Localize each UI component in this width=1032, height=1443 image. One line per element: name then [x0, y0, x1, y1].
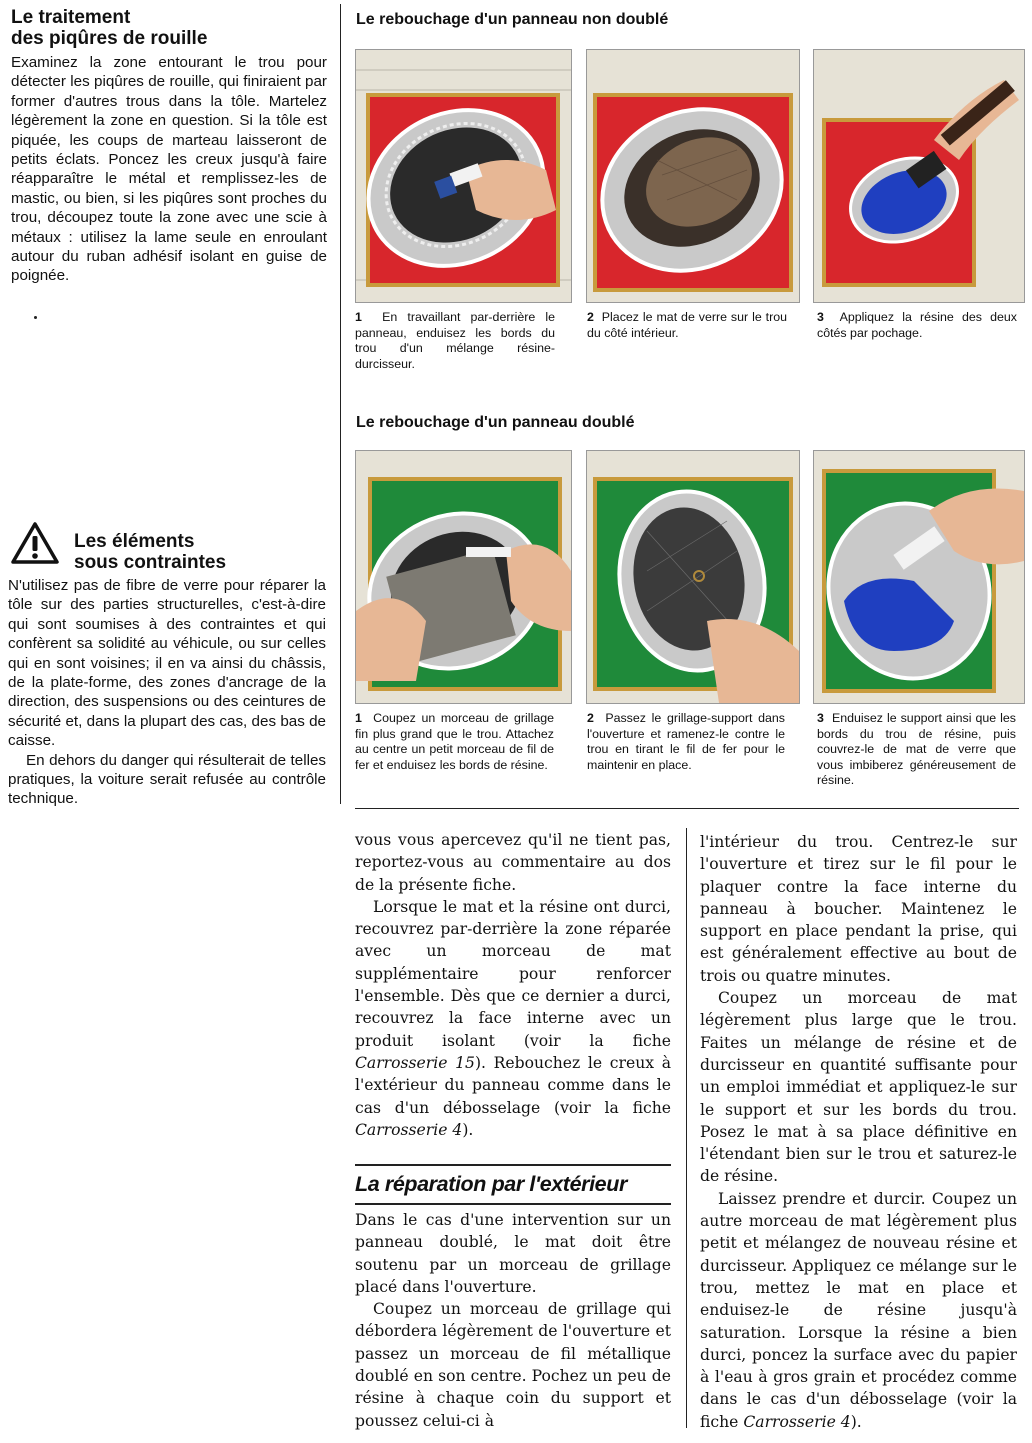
reference-link: Carrosserie 15: [355, 1053, 475, 1072]
body-left-paragraph-4: Coupez un morceau de grillage qui débordera légèrement de l'ouverture et passez un morceau de fil métallique doublé en son centre. Pochez un peu de résine à chaque coin du support et poussez celui-ci à: [355, 1300, 671, 1430]
rust-paragraph: Examinez la zone entourant le trou pour détecter les piqûres de rouille, qui finiraient par former d'autres trous dans la tôle. Martelez légèrement la zone en question. Si la tôle est piquée, les coups de marteau laisseront de petits éclats. Poncez les creux jusqu'à faire réapparaître le métal et remplissez-les de mastic, ou bien, si les piqûres sont proches du trou, découpez toute la zone avec une scie à métaux : utilisez la lame seule en enroulant autour du ruban adhésif isolant en guise de poignée.: [11, 54, 327, 285]
body-column-left: [355, 829, 671, 1141]
photo-nondouble-step3: [813, 49, 1025, 303]
body-right-paragraph-1: l'intérieur du trou. Centrez-le sur l'ouverture et tirez sur le fil pour le plaquer contre la face interne du panneau à boucher. Maintenez le support en place pendant la prise, qui est généralement effective au bout de trois ou quatre minutes.: [700, 833, 1017, 985]
rust-body: [11, 53, 327, 286]
text-run: ).: [850, 1412, 862, 1431]
warning-title-line2: sous contraintes: [74, 552, 227, 573]
caption-number: 3: [817, 711, 824, 725]
photo-nondouble-step1: [355, 49, 572, 303]
caption-nondouble-2: [587, 310, 787, 341]
reference-link: Carrosserie 4: [355, 1120, 463, 1139]
body-left-paragraph-1: vous vous apercevez qu'il ne tient pas, reportez-vous au commentaire au dos de la présente fiche.: [355, 831, 671, 894]
body-right-paragraph-3: [700, 1188, 1017, 1433]
warning-triangle-icon: [10, 521, 60, 565]
reference-link: Carrosserie 4: [743, 1412, 851, 1431]
caption-double-2: [587, 711, 785, 773]
photo-nondouble-step2: [586, 49, 800, 303]
extern-repair-heading: La réparation par l'extérieur: [355, 1172, 627, 1196]
warning-title-line1: Les éléments: [74, 531, 195, 552]
text-run: ).: [462, 1120, 474, 1139]
body-column-left-bottom: [355, 1209, 671, 1432]
body-left-paragraph-2: [355, 896, 671, 1141]
warning-paragraph-1: N'utilisez pas de fibre de verre pour réparer la tôle sur des parties structurelles, c'est-à-dire qui sont soumises à des contraintes et qui confèrent sa solidité au véhicule, ou sur celles qui en sont voisines; il en va ainsi du châssis, de la plate-forme, des zones d'ancrage de la direction, des suspensions ou des ceintures de sécurité et, dans la plupart des cas, des bas de caisse.: [8, 577, 326, 750]
caption-number: 1: [355, 310, 362, 324]
text-column-divider: [686, 828, 687, 1428]
body-left-paragraph-3: Dans le cas d'une intervention sur un panneau doublé, le mat doit être soutenu par un morceau de grillage placé dans l'ouverture.: [355, 1211, 671, 1296]
photo-double-step1: [355, 450, 572, 704]
section1-title: Le rebouchage d'un panneau non doublé: [356, 11, 669, 28]
heading-rule-bottom: [355, 1203, 671, 1205]
body-column-right: [700, 831, 1017, 1433]
caption-text: En travaillant par-derrière le panneau, enduisez les bords du trou d'un mélange résine-durcisseur.: [355, 310, 555, 371]
text-run: Lorsque le mat et la résine ont durci, recouvrez par-derrière la zone réparée avec un morceau de mat supplémentaire pour renforcer l'ensemble. Dès que ce dernier a durci, recouvrez la face interne avec un produit isolant (voir la fiche: [355, 897, 671, 1050]
rust-title-line2: des piqûres de rouille: [11, 28, 208, 49]
caption-number: 3: [817, 310, 824, 324]
warning-body: [8, 576, 326, 809]
warning-title: [74, 531, 324, 573]
stray-dot: [34, 316, 37, 319]
rust-title-line1: Le traitement: [11, 7, 131, 28]
caption-nondouble-3: [817, 310, 1017, 341]
section2-title: Le rebouchage d'un panneau doublé: [356, 414, 635, 431]
caption-number: 2: [587, 310, 594, 324]
caption-double-3: [817, 711, 1016, 789]
caption-text: Placez le mat de verre sur le trou du côté intérieur.: [587, 310, 788, 340]
photo-double-step2: [586, 450, 800, 704]
body-right-paragraph-2: Coupez un morceau de mat légèrement plus large que le trou. Faites un mélange de résine et de durcisseur en quantité suffisante pour un emploi immédiat et appliquez-le sur le support et sur les bords du trou. Posez le mat à sa place définitive en l'étendant bien sur le trou et saturez-le de résine.: [700, 989, 1017, 1186]
section-rule: [355, 808, 1019, 809]
caption-double-1: [355, 711, 554, 773]
caption-text: Appliquez la résine des deux côtés par pochage.: [817, 310, 1017, 340]
caption-text: Coupez un morceau de grillage fin plus grand que le trou. Attachez au centre un petit morceau de fil de fer et enduisez les bords de résine.: [355, 711, 554, 772]
column-divider: [340, 4, 341, 804]
text-run: ). Rebouchez le creux à l'extérieur du panneau comme dans le cas d'un débosselage (voir la fiche: [355, 1053, 671, 1117]
caption-nondouble-1: [355, 310, 555, 372]
rust-title: [11, 7, 331, 49]
caption-text: Passez le grillage-support dans l'ouverture et ramenez-le contre le trou en tirant le fil de fer pour le maintenir en place.: [587, 711, 785, 772]
warning-paragraph-2: En dehors du danger qui résulterait de telles pratiques, la voiture serait refusée au contrôle technique.: [8, 751, 326, 808]
heading-rule-top: [355, 1164, 671, 1166]
caption-number: 2: [587, 711, 594, 725]
caption-number: 1: [355, 711, 362, 725]
caption-text: Enduisez le support ainsi que les bords du trou de résine, puis couvrez-le de mat de verre que vous imbiberez généreusement de résine.: [817, 711, 1016, 787]
photo-double-step3: [813, 450, 1025, 704]
text-run: Laissez prendre et durcir. Coupez un autre morceau de mat légèrement plus petit et mélangez de nouveau résine et durcisseur. Appliquez ce mélange sur le trou, mettez le mat en place et enduisez-le de résine jusqu'à saturation. Lorsque la résine a bien durci, poncez la surface avec du papier à l'eau à gros grain et procédez comme dans le cas d'un débosselage (voir la fiche: [700, 1189, 1017, 1431]
